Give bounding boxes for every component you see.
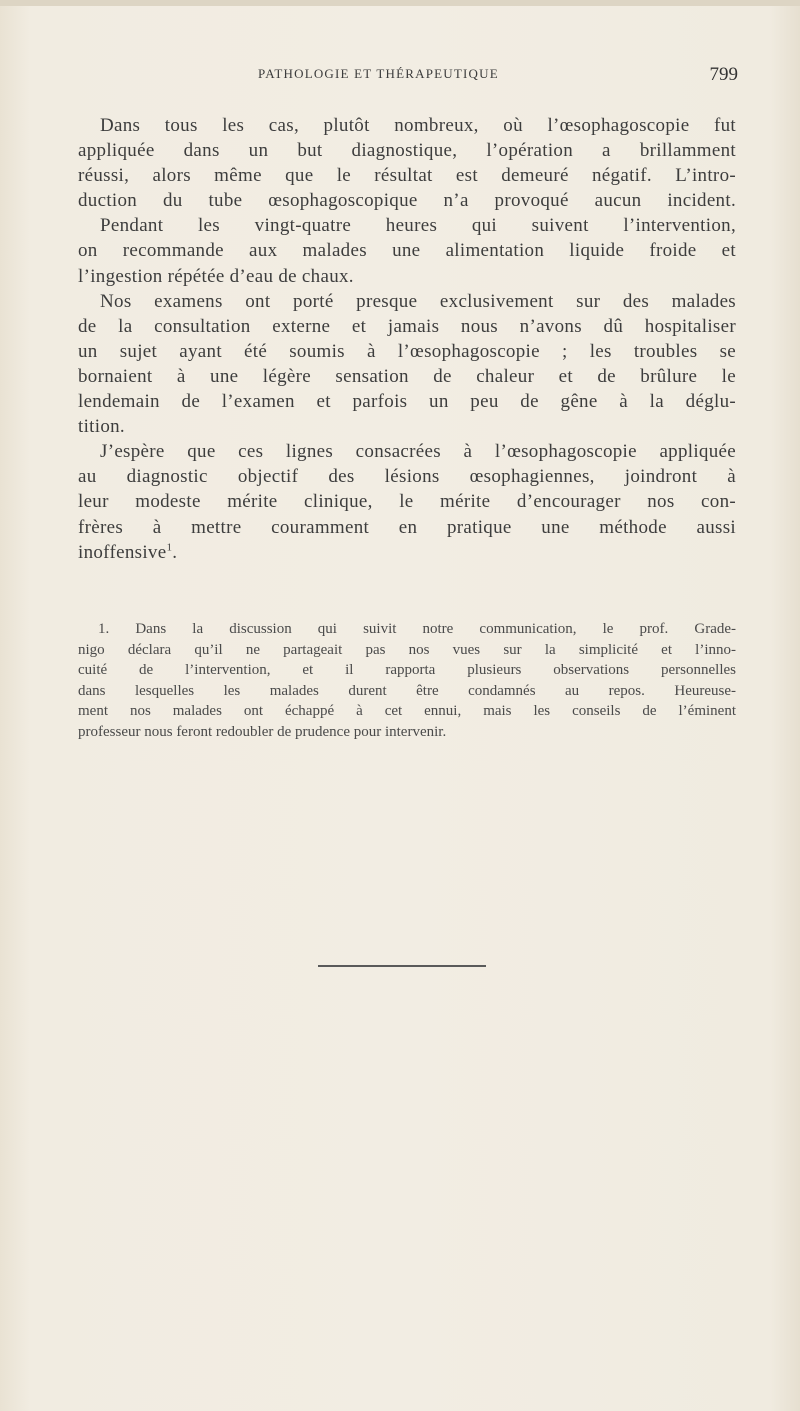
footnote-line: 1. Dans la discussion qui suivit notre communication, le prof. Grade- [98,621,736,637]
text-line: on recommande aux malades une alimentation liquide froide et [78,240,736,262]
text-line: lendemain de l’examen et parfois un peu de gêne à la déglu- [78,391,736,413]
text-line: tition. [78,416,125,438]
footnote-line: professeur nous feront redoubler de prudence pour intervenir. [78,723,447,740]
footnote-reference: 1 [166,541,173,554]
text-line: au diagnostic objectif des lésions œsophagiennes, joindront à [78,466,736,488]
page-top-edge [0,0,800,6]
text-line-final [78,540,736,565]
text-line: appliquée dans un but diagnostique, l’opération a brillamment [78,140,736,162]
text-line: bornaient à une légère sensation de chaleur et de brûlure le [78,365,736,387]
text-line: Nos examens ont porté presque exclusivement sur des malades [100,290,736,312]
text-line: leur modeste mérite clinique, le mérite d’encourager nos con- [78,491,736,513]
text-line: un sujet ayant été soumis à l’œsophagoscopie ; les troubles se [78,340,736,362]
footnote-line: dans lesquelles les malades durent être condamnés au repos. Heureuse- [78,682,736,699]
body-text [78,113,736,565]
final-period: . [172,541,178,563]
text-line: l’ingestion répétée d’eau de chaux. [78,265,354,287]
footnote-line: ment nos malades ont échappé à cet ennui, mais les conseils de l’éminent [78,703,736,720]
running-title: PATHOLOGIE ET THÉRAPEUTIQUE [258,66,499,81]
footnote [78,619,736,743]
text-line: frères à mettre couramment en pratique une méthode aussi [78,516,736,538]
text-line-final-words: inoffensive [78,541,167,563]
text-line: Pendant les vingt-quatre heures qui suivent l’intervention, [100,215,736,237]
text-line: Dans tous les cas, plutôt nombreux, où l’œsophagoscopie fut [100,115,736,136]
page-number: 799 [709,64,738,85]
text-line: réussi, alors même que le résultat est demeuré négatif. L’intro- [78,165,736,187]
text-line: de la consultation externe et jamais nous n’avons dû hospitaliser [78,315,736,337]
text-line: J’espère que ces lignes consacrées à l’œsophagoscopie appliquée [100,441,736,463]
section-end-rule [318,965,486,967]
footnote-line: cuité de l’intervention, et il rapporta plusieurs observations personnelles [78,662,736,679]
text-line: duction du tube œsophagoscopique n’a provoqué aucun incident. [78,190,736,212]
footnote-line: nigo déclara qu’il ne partageait pas nos vues sur la simplicité et l’inno- [78,641,736,658]
page-header [78,64,738,88]
